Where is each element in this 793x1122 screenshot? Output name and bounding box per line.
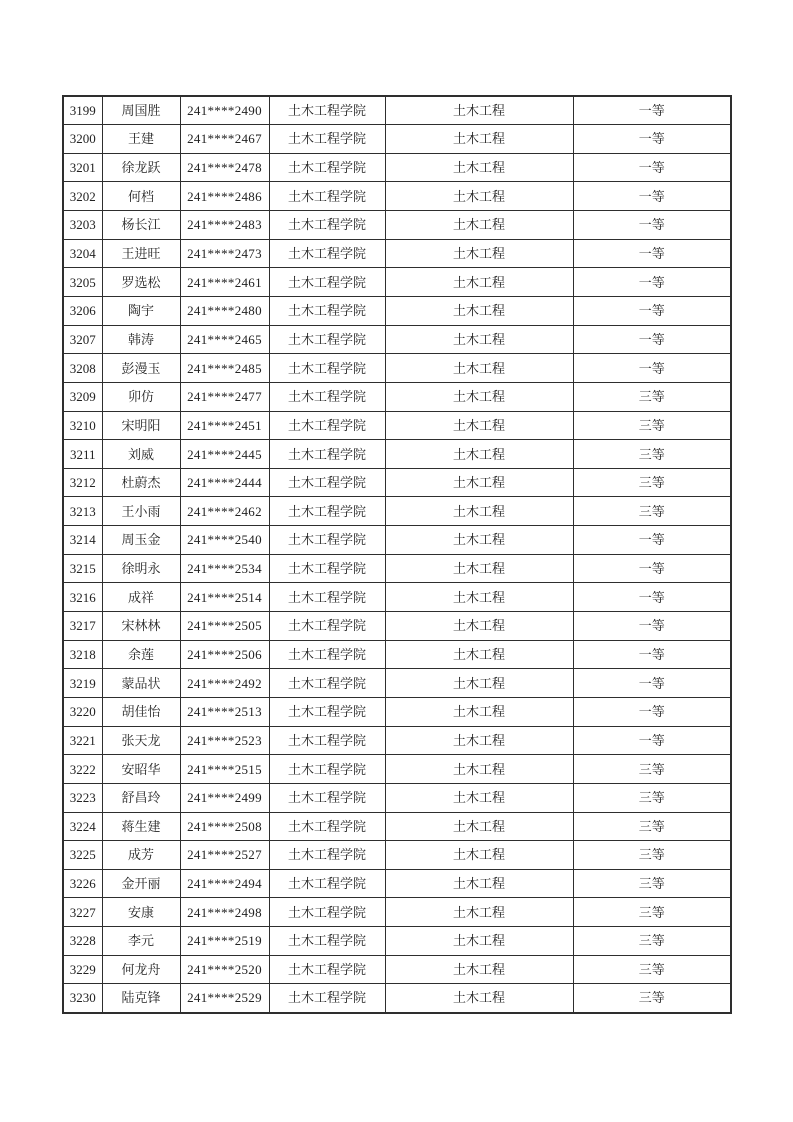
table-row: [63, 697, 731, 726]
college-cell: 土木工程学院: [269, 841, 385, 870]
name-cell: 周玉金: [102, 526, 180, 555]
row-number-cell: 3222: [63, 755, 102, 784]
college-cell: 土木工程学院: [269, 411, 385, 440]
row-number-cell: 3200: [63, 125, 102, 154]
major-cell: 土木工程: [385, 182, 573, 211]
row-number-cell: 3218: [63, 640, 102, 669]
college-cell: 土木工程学院: [269, 955, 385, 984]
name-cell: 杜蔚杰: [102, 468, 180, 497]
row-number-cell: 3202: [63, 182, 102, 211]
row-number-cell: 3204: [63, 239, 102, 268]
name-cell: 宋明阳: [102, 411, 180, 440]
college-cell: 土木工程学院: [269, 755, 385, 784]
name-cell: 余莲: [102, 640, 180, 669]
award-level-cell: 三等: [573, 468, 731, 497]
award-level-cell: 一等: [573, 182, 731, 211]
name-cell: 韩涛: [102, 325, 180, 354]
student-id-cell: 241****2514: [180, 583, 269, 612]
row-number-cell: 3227: [63, 898, 102, 927]
student-id-cell: 241****2513: [180, 697, 269, 726]
college-cell: 土木工程学院: [269, 640, 385, 669]
name-cell: 王建: [102, 125, 180, 154]
table-row: [63, 96, 731, 125]
student-id-cell: 241****2505: [180, 612, 269, 641]
college-cell: 土木工程学院: [269, 612, 385, 641]
table-row: [63, 268, 731, 297]
name-cell: 安昭华: [102, 755, 180, 784]
major-cell: 土木工程: [385, 382, 573, 411]
student-id-cell: 241****2492: [180, 669, 269, 698]
college-cell: 土木工程学院: [269, 440, 385, 469]
award-table-body: [63, 96, 731, 1013]
name-cell: 李元: [102, 927, 180, 956]
major-cell: 土木工程: [385, 125, 573, 154]
award-level-cell: 一等: [573, 612, 731, 641]
name-cell: 蒋生建: [102, 812, 180, 841]
award-level-cell: 一等: [573, 526, 731, 555]
row-number-cell: 3207: [63, 325, 102, 354]
table-row: [63, 554, 731, 583]
major-cell: 土木工程: [385, 96, 573, 125]
college-cell: 土木工程学院: [269, 812, 385, 841]
row-number-cell: 3203: [63, 211, 102, 240]
name-cell: 彭漫玉: [102, 354, 180, 383]
college-cell: 土木工程学院: [269, 325, 385, 354]
major-cell: 土木工程: [385, 468, 573, 497]
award-level-cell: 一等: [573, 325, 731, 354]
name-cell: 杨长江: [102, 211, 180, 240]
name-cell: 何档: [102, 182, 180, 211]
major-cell: 土木工程: [385, 869, 573, 898]
row-number-cell: 3213: [63, 497, 102, 526]
award-level-cell: 三等: [573, 411, 731, 440]
major-cell: 土木工程: [385, 411, 573, 440]
row-number-cell: 3217: [63, 612, 102, 641]
table-row: [63, 984, 731, 1013]
award-level-cell: 一等: [573, 211, 731, 240]
major-cell: 土木工程: [385, 354, 573, 383]
major-cell: 土木工程: [385, 755, 573, 784]
name-cell: 刘威: [102, 440, 180, 469]
name-cell: 徐明永: [102, 554, 180, 583]
table-row: [63, 354, 731, 383]
student-id-cell: 241****2486: [180, 182, 269, 211]
student-id-cell: 241****2519: [180, 927, 269, 956]
college-cell: 土木工程学院: [269, 239, 385, 268]
major-cell: 土木工程: [385, 211, 573, 240]
award-level-cell: 一等: [573, 268, 731, 297]
table-row: [63, 526, 731, 555]
table-row: [63, 812, 731, 841]
major-cell: 土木工程: [385, 812, 573, 841]
student-id-cell: 241****2480: [180, 296, 269, 325]
table-row: [63, 468, 731, 497]
student-id-cell: 241****2461: [180, 268, 269, 297]
table-row: [63, 211, 731, 240]
student-id-cell: 241****2520: [180, 955, 269, 984]
row-number-cell: 3199: [63, 96, 102, 125]
award-level-cell: 三等: [573, 869, 731, 898]
college-cell: 土木工程学院: [269, 669, 385, 698]
college-cell: 土木工程学院: [269, 984, 385, 1013]
college-cell: 土木工程学院: [269, 211, 385, 240]
award-level-cell: 三等: [573, 927, 731, 956]
college-cell: 土木工程学院: [269, 726, 385, 755]
college-cell: 土木工程学院: [269, 268, 385, 297]
student-id-cell: 241****2499: [180, 783, 269, 812]
major-cell: 土木工程: [385, 153, 573, 182]
college-cell: 土木工程学院: [269, 296, 385, 325]
student-id-cell: 241****2444: [180, 468, 269, 497]
student-id-cell: 241****2473: [180, 239, 269, 268]
award-level-cell: 三等: [573, 898, 731, 927]
major-cell: 土木工程: [385, 239, 573, 268]
row-number-cell: 3223: [63, 783, 102, 812]
table-row: [63, 153, 731, 182]
student-id-cell: 241****2527: [180, 841, 269, 870]
major-cell: 土木工程: [385, 955, 573, 984]
award-level-cell: 三等: [573, 984, 731, 1013]
major-cell: 土木工程: [385, 984, 573, 1013]
name-cell: 张天龙: [102, 726, 180, 755]
college-cell: 土木工程学院: [269, 583, 385, 612]
row-number-cell: 3209: [63, 382, 102, 411]
table-row: [63, 841, 731, 870]
major-cell: 土木工程: [385, 927, 573, 956]
award-level-cell: 一等: [573, 153, 731, 182]
student-id-cell: 241****2498: [180, 898, 269, 927]
major-cell: 土木工程: [385, 697, 573, 726]
award-level-cell: 三等: [573, 440, 731, 469]
row-number-cell: 3224: [63, 812, 102, 841]
name-cell: 徐龙跃: [102, 153, 180, 182]
award-list-table: [62, 95, 732, 1014]
row-number-cell: 3215: [63, 554, 102, 583]
row-number-cell: 3229: [63, 955, 102, 984]
table-row: [63, 869, 731, 898]
table-row: [63, 898, 731, 927]
major-cell: 土木工程: [385, 554, 573, 583]
row-number-cell: 3206: [63, 296, 102, 325]
major-cell: 土木工程: [385, 612, 573, 641]
award-level-cell: 三等: [573, 755, 731, 784]
award-level-cell: 一等: [573, 669, 731, 698]
name-cell: 宋林林: [102, 612, 180, 641]
award-level-cell: 一等: [573, 354, 731, 383]
student-id-cell: 241****2462: [180, 497, 269, 526]
award-level-cell: 一等: [573, 640, 731, 669]
college-cell: 土木工程学院: [269, 153, 385, 182]
major-cell: 土木工程: [385, 268, 573, 297]
award-level-cell: 一等: [573, 554, 731, 583]
award-level-cell: 三等: [573, 382, 731, 411]
major-cell: 土木工程: [385, 640, 573, 669]
award-level-cell: 三等: [573, 783, 731, 812]
name-cell: 成祥: [102, 583, 180, 612]
student-id-cell: 241****2529: [180, 984, 269, 1013]
award-level-cell: 三等: [573, 812, 731, 841]
table-row: [63, 955, 731, 984]
award-level-cell: 一等: [573, 239, 731, 268]
college-cell: 土木工程学院: [269, 382, 385, 411]
student-id-cell: 241****2465: [180, 325, 269, 354]
row-number-cell: 3208: [63, 354, 102, 383]
student-id-cell: 241****2467: [180, 125, 269, 154]
table-row: [63, 440, 731, 469]
college-cell: 土木工程学院: [269, 182, 385, 211]
award-level-cell: 三等: [573, 497, 731, 526]
student-id-cell: 241****2494: [180, 869, 269, 898]
row-number-cell: 3226: [63, 869, 102, 898]
table-row: [63, 583, 731, 612]
student-id-cell: 241****2451: [180, 411, 269, 440]
major-cell: 土木工程: [385, 325, 573, 354]
college-cell: 土木工程学院: [269, 869, 385, 898]
student-id-cell: 241****2490: [180, 96, 269, 125]
award-level-cell: 一等: [573, 125, 731, 154]
name-cell: 成芳: [102, 841, 180, 870]
name-cell: 金开丽: [102, 869, 180, 898]
major-cell: 土木工程: [385, 296, 573, 325]
row-number-cell: 3219: [63, 669, 102, 698]
college-cell: 土木工程学院: [269, 927, 385, 956]
name-cell: 舒昌玲: [102, 783, 180, 812]
table-row: [63, 927, 731, 956]
student-id-cell: 241****2508: [180, 812, 269, 841]
major-cell: 土木工程: [385, 669, 573, 698]
row-number-cell: 3225: [63, 841, 102, 870]
name-cell: 陆克锋: [102, 984, 180, 1013]
major-cell: 土木工程: [385, 783, 573, 812]
major-cell: 土木工程: [385, 726, 573, 755]
college-cell: 土木工程学院: [269, 697, 385, 726]
table-row: [63, 612, 731, 641]
student-id-cell: 241****2540: [180, 526, 269, 555]
name-cell: 王进旺: [102, 239, 180, 268]
table-row: [63, 125, 731, 154]
college-cell: 土木工程学院: [269, 354, 385, 383]
award-level-cell: 三等: [573, 955, 731, 984]
row-number-cell: 3210: [63, 411, 102, 440]
table-row: [63, 640, 731, 669]
row-number-cell: 3214: [63, 526, 102, 555]
award-level-cell: 三等: [573, 841, 731, 870]
table-row: [63, 239, 731, 268]
row-number-cell: 3211: [63, 440, 102, 469]
major-cell: 土木工程: [385, 440, 573, 469]
student-id-cell: 241****2506: [180, 640, 269, 669]
major-cell: 土木工程: [385, 583, 573, 612]
student-id-cell: 241****2445: [180, 440, 269, 469]
award-level-cell: 一等: [573, 697, 731, 726]
name-cell: 蒙品状: [102, 669, 180, 698]
major-cell: 土木工程: [385, 841, 573, 870]
student-id-cell: 241****2534: [180, 554, 269, 583]
award-level-cell: 一等: [573, 296, 731, 325]
college-cell: 土木工程学院: [269, 783, 385, 812]
row-number-cell: 3216: [63, 583, 102, 612]
row-number-cell: 3212: [63, 468, 102, 497]
student-id-cell: 241****2485: [180, 354, 269, 383]
student-id-cell: 241****2483: [180, 211, 269, 240]
table-row: [63, 411, 731, 440]
row-number-cell: 3228: [63, 927, 102, 956]
name-cell: 周国胜: [102, 96, 180, 125]
table-row: [63, 726, 731, 755]
table-row: [63, 669, 731, 698]
row-number-cell: 3205: [63, 268, 102, 297]
name-cell: 安康: [102, 898, 180, 927]
name-cell: 胡佳怡: [102, 697, 180, 726]
college-cell: 土木工程学院: [269, 898, 385, 927]
table-row: [63, 497, 731, 526]
table-row: [63, 325, 731, 354]
name-cell: 王小雨: [102, 497, 180, 526]
name-cell: 何龙舟: [102, 955, 180, 984]
college-cell: 土木工程学院: [269, 554, 385, 583]
award-level-cell: 一等: [573, 726, 731, 755]
major-cell: 土木工程: [385, 497, 573, 526]
row-number-cell: 3230: [63, 984, 102, 1013]
table-row: [63, 182, 731, 211]
major-cell: 土木工程: [385, 898, 573, 927]
name-cell: 陶宇: [102, 296, 180, 325]
student-id-cell: 241****2477: [180, 382, 269, 411]
college-cell: 土木工程学院: [269, 96, 385, 125]
row-number-cell: 3221: [63, 726, 102, 755]
college-cell: 土木工程学院: [269, 526, 385, 555]
table-row: [63, 296, 731, 325]
table-row: [63, 783, 731, 812]
college-cell: 土木工程学院: [269, 125, 385, 154]
row-number-cell: 3201: [63, 153, 102, 182]
table-row: [63, 382, 731, 411]
row-number-cell: 3220: [63, 697, 102, 726]
name-cell: 罗选松: [102, 268, 180, 297]
college-cell: 土木工程学院: [269, 497, 385, 526]
award-level-cell: 一等: [573, 583, 731, 612]
major-cell: 土木工程: [385, 526, 573, 555]
award-level-cell: 一等: [573, 96, 731, 125]
college-cell: 土木工程学院: [269, 468, 385, 497]
table-row: [63, 755, 731, 784]
student-id-cell: 241****2523: [180, 726, 269, 755]
name-cell: 卯仿: [102, 382, 180, 411]
student-id-cell: 241****2515: [180, 755, 269, 784]
student-id-cell: 241****2478: [180, 153, 269, 182]
